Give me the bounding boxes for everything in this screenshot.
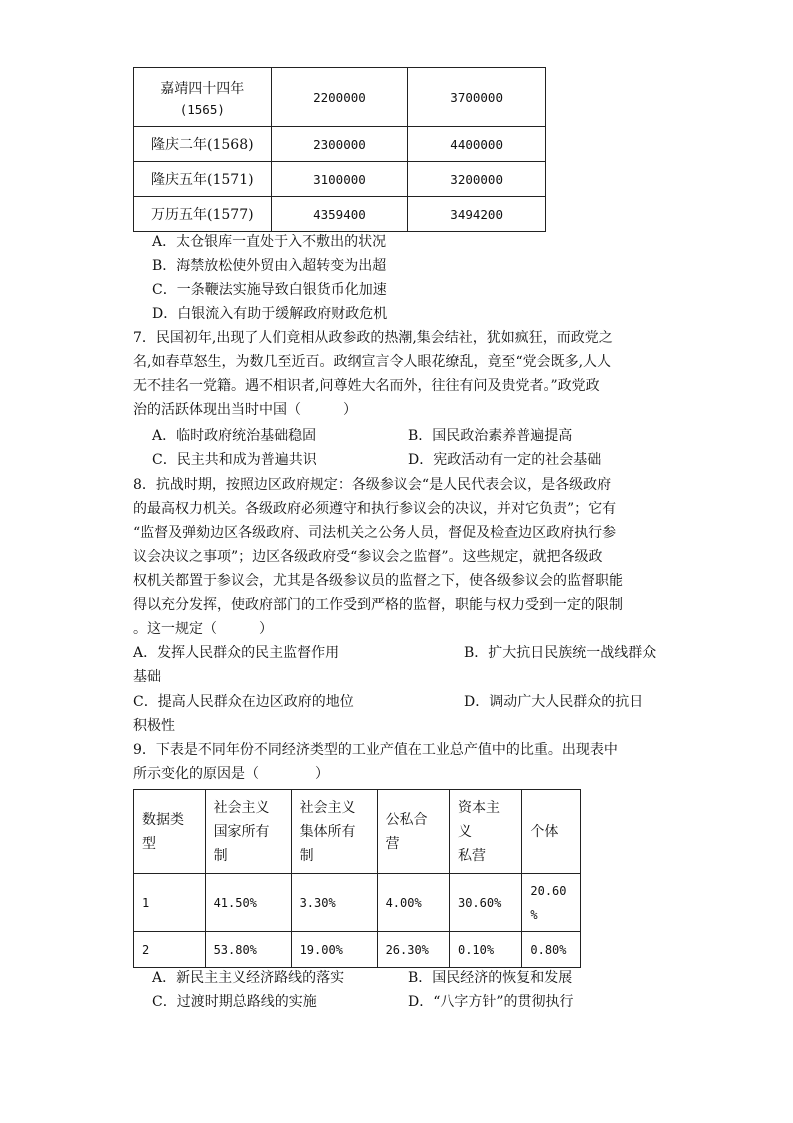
q7-stem-line: 治的活跃体现出当时中国（ ） xyxy=(133,402,357,418)
q6-option-b: B．海禁放松使外贸由入超转变为出超 xyxy=(152,258,387,274)
header-text: 私营 xyxy=(457,847,486,864)
header-text: 个体 xyxy=(530,823,559,840)
header-cell xyxy=(134,790,206,874)
header-text: 社会主义 xyxy=(213,799,270,816)
table-cell-value: 4359400 xyxy=(271,197,408,232)
q8-stem-line: 权机关都置于参议会，尤其是各级参议员的监督之下，使各级参议会的监督职能 xyxy=(133,573,623,589)
q6-option-a: A．太仓银库一直处于入不敷出的状况 xyxy=(152,234,387,250)
table-cell-value: 3494200 xyxy=(408,197,546,232)
q7-option-a: A．临时政府统治基础稳固 xyxy=(152,428,317,444)
q6-option-c: C．一条鞭法实施导致白银货币化加速 xyxy=(152,282,387,298)
q8-option-b-cont: 基础 xyxy=(133,669,161,685)
table-row xyxy=(134,932,581,968)
q8-stem-line: 得以充分发挥，使政府部门的工作受到严格的监督，职能与权力受到一定的限制 xyxy=(133,597,623,613)
table-cell-period xyxy=(134,68,272,127)
header-cell xyxy=(377,790,449,874)
header-text: 营 xyxy=(385,835,400,852)
period-label: 嘉靖四十四年 xyxy=(160,80,245,97)
table-cell: 26.30% xyxy=(377,932,449,968)
table-cell-value: 3700000 xyxy=(408,68,546,127)
q7-stem-line: 无不挂名一党籍。遇不相识者,问尊姓大名而外，往往有问及贵党者。”政党政 xyxy=(133,378,600,394)
q7-option-d: D．宪政活动有一定的社会基础 xyxy=(408,452,602,468)
q8-option-d-cont: 积极性 xyxy=(133,718,175,734)
header-cell xyxy=(291,790,377,874)
table-cell: 2 xyxy=(134,932,206,968)
header-cell xyxy=(522,790,581,874)
table-cell: 4.00% xyxy=(377,874,449,932)
table-cell-value: 3200000 xyxy=(408,162,546,197)
q8-stem-line: 8．抗战时期，按照边区政府规定：各级参议会“是人民代表会议，是各级政府 xyxy=(133,477,612,493)
table-cell: 41.50% xyxy=(205,874,291,932)
table-cell: 30.60% xyxy=(449,874,521,932)
table-row xyxy=(134,874,581,932)
header-text: 公私合 xyxy=(385,811,428,828)
table-cell: 0.10% xyxy=(449,932,521,968)
q9-stem-line: 所示变化的原因是（ ） xyxy=(133,766,329,782)
header-text: 制 xyxy=(299,847,314,864)
table-cell-period: 隆庆五年(1571) xyxy=(134,162,272,197)
table-row xyxy=(134,197,546,232)
q9-stem-line: 9．下表是不同年份不同经济类型的工业产值在工业总产值中的比重。出现表中 xyxy=(133,742,618,758)
header-text: 义 xyxy=(457,823,472,840)
industry-share-table xyxy=(133,789,581,968)
table-header-row xyxy=(134,790,581,874)
table-cell: 0.80% xyxy=(522,932,581,968)
period-year: (1565) xyxy=(179,101,225,117)
header-text: 数据类 xyxy=(142,811,184,828)
header-cell xyxy=(205,790,291,874)
header-cell xyxy=(449,790,521,874)
cell-text: % xyxy=(530,907,538,922)
table-cell-value: 2200000 xyxy=(271,68,408,127)
table-row xyxy=(134,68,546,127)
q8-stem-line: 议会决议之事项”；边区各级政府受“参议会之监督”。这些规定，就把各级政 xyxy=(133,549,603,565)
q8-option-b: B．扩大抗日民族统一战线群众 xyxy=(464,645,657,661)
header-text: 社会主义 xyxy=(299,799,356,816)
q8-option-c: C．提高人民群众在边区政府的地位 xyxy=(133,694,354,710)
table-row xyxy=(134,127,546,162)
q8-option-a: A．发挥人民群众的民主监督作用 xyxy=(133,645,340,661)
q9-option-a: A．新民主主义经济路线的落实 xyxy=(152,970,345,986)
silver-data-table xyxy=(133,67,546,232)
q8-stem-line: 。这一规定（ ） xyxy=(133,621,273,637)
q6-option-d: D．白银流入有助于缓解政府财政危机 xyxy=(152,306,388,322)
q7-stem-line: 7．民国初年,出现了人们竟相从政参政的热潮,集会结社，犹如疯狂，而政党之 xyxy=(133,330,613,346)
q9-option-d: D．“八字方针”的贯彻执行 xyxy=(408,994,574,1010)
table-cell-value: 4400000 xyxy=(408,127,546,162)
table-cell: 53.80% xyxy=(205,932,291,968)
table-cell-value: 3100000 xyxy=(271,162,408,197)
cell-text: 20.60 xyxy=(530,883,567,898)
table-cell: 1 xyxy=(134,874,206,932)
table-cell: 3.30% xyxy=(291,874,377,932)
table-cell xyxy=(522,874,581,932)
table-cell-value: 2300000 xyxy=(271,127,408,162)
table-cell-period: 万历五年(1577) xyxy=(134,197,272,232)
q7-option-c: C．民主共和成为普遍共识 xyxy=(152,452,317,468)
header-text: 国家所有 xyxy=(213,823,270,840)
table-cell-period: 隆庆二年(1568) xyxy=(134,127,272,162)
header-text: 资本主 xyxy=(457,799,500,816)
table-cell: 19.00% xyxy=(291,932,377,968)
table-row xyxy=(134,162,546,197)
header-text: 集体所有 xyxy=(299,823,356,840)
q8-stem-line: “监督及弹劾边区各级政府、司法机关之公务人员，督促及检查边区政府执行参 xyxy=(133,525,617,541)
header-text: 制 xyxy=(213,847,228,864)
q7-option-b: B．国民政治素养普遍提高 xyxy=(408,428,573,444)
q9-option-c: C．过渡时期总路线的实施 xyxy=(152,994,317,1010)
q9-option-b: B．国民经济的恢复和发展 xyxy=(408,970,573,986)
header-text: 型 xyxy=(142,835,156,852)
q8-option-d: D．调动广大人民群众的抗日 xyxy=(464,694,644,710)
q8-stem-line: 的最高权力机关。各级政府必须遵守和执行参议会的决议，并对它负责”；它有 xyxy=(133,501,617,517)
q7-stem-line: 名,如春草怒生，为数几至近百。政纲宣言令人眼花缭乱，竟至“党会既多,人人 xyxy=(133,354,612,370)
